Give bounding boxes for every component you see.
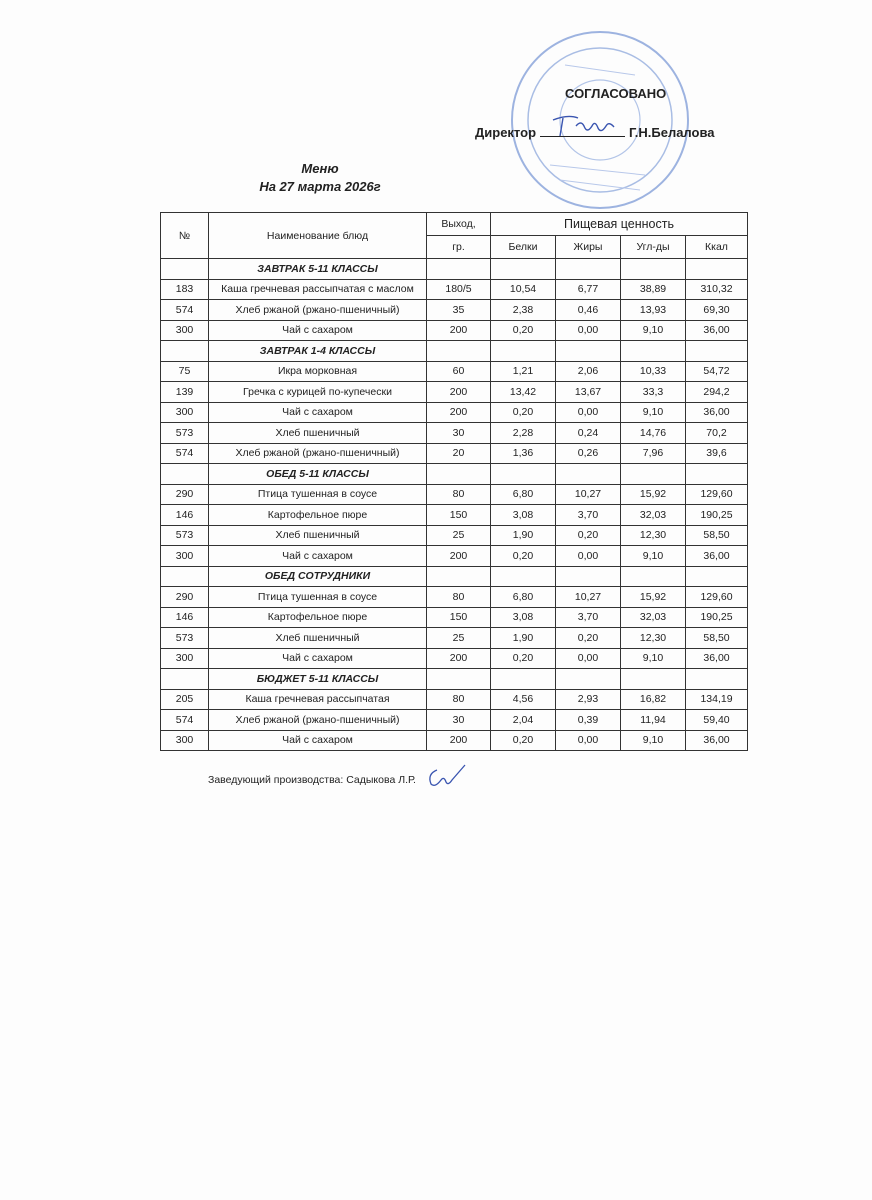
cell-protein: 10,54 bbox=[491, 279, 556, 300]
table-row bbox=[161, 648, 748, 669]
cell-fat: 6,77 bbox=[556, 279, 621, 300]
cell-yield: 80 bbox=[427, 587, 491, 608]
cell-protein: 1,90 bbox=[491, 628, 556, 649]
cell-yield: 35 bbox=[427, 300, 491, 321]
header-protein: Белки bbox=[491, 236, 556, 259]
cell-protein: 1,21 bbox=[491, 361, 556, 382]
menu-title bbox=[220, 160, 420, 196]
empty-cell bbox=[556, 341, 621, 362]
cell-name: Хлеб пшеничный bbox=[209, 423, 427, 444]
cell-name: Чай с сахаром bbox=[209, 402, 427, 423]
section-title: ЗАВТРАК 5-11 КЛАССЫ bbox=[209, 259, 427, 280]
empty-cell bbox=[556, 259, 621, 280]
empty-cell bbox=[491, 669, 556, 690]
empty-cell bbox=[427, 341, 491, 362]
cell-protein: 13,42 bbox=[491, 382, 556, 403]
table-row bbox=[161, 382, 748, 403]
footer-signature-line: Заведующий производства: Садыкова Л.Р. bbox=[208, 774, 416, 786]
empty-cell bbox=[491, 464, 556, 485]
cell-fat: 13,67 bbox=[556, 382, 621, 403]
cell-carbs: 15,92 bbox=[621, 587, 686, 608]
empty-cell bbox=[427, 464, 491, 485]
table-row bbox=[161, 361, 748, 382]
table-row bbox=[161, 505, 748, 526]
cell-fat: 10,27 bbox=[556, 484, 621, 505]
empty-cell bbox=[161, 464, 209, 485]
cell-num: 290 bbox=[161, 587, 209, 608]
cell-yield: 150 bbox=[427, 505, 491, 526]
table-row bbox=[161, 320, 748, 341]
cell-fat: 0,24 bbox=[556, 423, 621, 444]
cell-yield: 200 bbox=[427, 320, 491, 341]
cell-carbs: 12,30 bbox=[621, 525, 686, 546]
cell-fat: 2,06 bbox=[556, 361, 621, 382]
header-num: № bbox=[161, 213, 209, 259]
cell-kcal: 36,00 bbox=[686, 648, 748, 669]
header-fat: Жиры bbox=[556, 236, 621, 259]
cell-num: 573 bbox=[161, 423, 209, 444]
cell-num: 300 bbox=[161, 648, 209, 669]
cell-yield: 180/5 bbox=[427, 279, 491, 300]
cell-name: Каша гречневая рассыпчатая bbox=[209, 689, 427, 710]
cell-num: 573 bbox=[161, 525, 209, 546]
cell-fat: 3,70 bbox=[556, 607, 621, 628]
cell-kcal: 190,25 bbox=[686, 505, 748, 526]
cell-num: 573 bbox=[161, 628, 209, 649]
cell-carbs: 9,10 bbox=[621, 730, 686, 751]
empty-cell bbox=[621, 669, 686, 690]
header-kcal: Ккал bbox=[686, 236, 748, 259]
cell-protein: 6,80 bbox=[491, 587, 556, 608]
cell-num: 300 bbox=[161, 730, 209, 751]
empty-cell bbox=[621, 341, 686, 362]
cell-num: 574 bbox=[161, 710, 209, 731]
cell-name: Птица тушенная в соусе bbox=[209, 587, 427, 608]
cell-num: 300 bbox=[161, 546, 209, 567]
cell-yield: 200 bbox=[427, 546, 491, 567]
cell-name: Каша гречневая рассыпчатая с маслом bbox=[209, 279, 427, 300]
cell-yield: 60 bbox=[427, 361, 491, 382]
cell-yield: 30 bbox=[427, 423, 491, 444]
empty-cell bbox=[621, 259, 686, 280]
cell-kcal: 58,50 bbox=[686, 525, 748, 546]
cell-fat: 0,26 bbox=[556, 443, 621, 464]
header-carbs: Угл-ды bbox=[621, 236, 686, 259]
cell-name: Чай с сахаром bbox=[209, 730, 427, 751]
empty-cell bbox=[161, 259, 209, 280]
cell-num: 290 bbox=[161, 484, 209, 505]
table-row bbox=[161, 546, 748, 567]
cell-yield: 200 bbox=[427, 402, 491, 423]
cell-protein: 1,36 bbox=[491, 443, 556, 464]
table-row bbox=[161, 587, 748, 608]
cell-kcal: 294,2 bbox=[686, 382, 748, 403]
table-row bbox=[161, 525, 748, 546]
empty-cell bbox=[621, 464, 686, 485]
empty-cell bbox=[427, 259, 491, 280]
cell-carbs: 38,89 bbox=[621, 279, 686, 300]
empty-cell bbox=[491, 341, 556, 362]
cell-kcal: 36,00 bbox=[686, 320, 748, 341]
cell-name: Хлеб пшеничный bbox=[209, 628, 427, 649]
section-row bbox=[161, 259, 748, 280]
empty-cell bbox=[621, 566, 686, 587]
cell-kcal: 310,32 bbox=[686, 279, 748, 300]
cell-name: Хлеб пшеничный bbox=[209, 525, 427, 546]
empty-cell bbox=[491, 566, 556, 587]
cell-carbs: 7,96 bbox=[621, 443, 686, 464]
cell-name: Чай с сахаром bbox=[209, 648, 427, 669]
empty-cell bbox=[556, 464, 621, 485]
cell-fat: 2,93 bbox=[556, 689, 621, 710]
table-row bbox=[161, 689, 748, 710]
section-title: ОБЕД 5-11 КЛАССЫ bbox=[209, 464, 427, 485]
cell-protein: 3,08 bbox=[491, 505, 556, 526]
cell-num: 146 bbox=[161, 505, 209, 526]
empty-cell bbox=[161, 669, 209, 690]
cell-name: Хлеб ржаной (ржано-пшеничный) bbox=[209, 443, 427, 464]
cell-name: Икра морковная bbox=[209, 361, 427, 382]
cell-protein: 2,04 bbox=[491, 710, 556, 731]
cell-kcal: 129,60 bbox=[686, 587, 748, 608]
cell-yield: 25 bbox=[427, 525, 491, 546]
cell-yield: 200 bbox=[427, 648, 491, 669]
section-row bbox=[161, 341, 748, 362]
section-row bbox=[161, 566, 748, 587]
approval-heading: СОГЛАСОВАНО bbox=[565, 86, 667, 101]
table-row bbox=[161, 402, 748, 423]
table-row bbox=[161, 423, 748, 444]
table-row bbox=[161, 730, 748, 751]
cell-protein: 0,20 bbox=[491, 546, 556, 567]
cell-fat: 0,39 bbox=[556, 710, 621, 731]
cell-fat: 0,00 bbox=[556, 730, 621, 751]
cell-name: Птица тушенная в соусе bbox=[209, 484, 427, 505]
cell-protein: 0,20 bbox=[491, 402, 556, 423]
header-name: Наименование блюд bbox=[209, 213, 427, 259]
empty-cell bbox=[556, 669, 621, 690]
cell-protein: 2,28 bbox=[491, 423, 556, 444]
table-row bbox=[161, 628, 748, 649]
cell-protein: 1,90 bbox=[491, 525, 556, 546]
cell-fat: 0,00 bbox=[556, 320, 621, 341]
cell-kcal: 39,6 bbox=[686, 443, 748, 464]
cell-protein: 0,20 bbox=[491, 730, 556, 751]
title-line: Меню bbox=[301, 161, 339, 176]
table-row bbox=[161, 710, 748, 731]
cell-num: 139 bbox=[161, 382, 209, 403]
empty-cell bbox=[427, 566, 491, 587]
header-yield: Выход, bbox=[427, 213, 491, 236]
cell-kcal: 54,72 bbox=[686, 361, 748, 382]
cell-protein: 0,20 bbox=[491, 320, 556, 341]
cell-num: 574 bbox=[161, 443, 209, 464]
cell-yield: 200 bbox=[427, 730, 491, 751]
cell-carbs: 14,76 bbox=[621, 423, 686, 444]
empty-cell bbox=[686, 566, 748, 587]
cell-kcal: 58,50 bbox=[686, 628, 748, 649]
section-row bbox=[161, 464, 748, 485]
section-title: ОБЕД СОТРУДНИКИ bbox=[209, 566, 427, 587]
production-head-signature bbox=[425, 762, 470, 792]
menu-table bbox=[160, 212, 748, 751]
cell-name: Чай с сахаром bbox=[209, 320, 427, 341]
cell-name: Чай с сахаром bbox=[209, 546, 427, 567]
empty-cell bbox=[686, 669, 748, 690]
cell-protein: 2,38 bbox=[491, 300, 556, 321]
cell-fat: 0,00 bbox=[556, 402, 621, 423]
empty-cell bbox=[686, 341, 748, 362]
cell-num: 300 bbox=[161, 402, 209, 423]
table-row bbox=[161, 607, 748, 628]
cell-kcal: 36,00 bbox=[686, 546, 748, 567]
director-signature bbox=[548, 112, 618, 140]
cell-fat: 3,70 bbox=[556, 505, 621, 526]
cell-yield: 150 bbox=[427, 607, 491, 628]
cell-fat: 0,00 bbox=[556, 648, 621, 669]
cell-fat: 0,20 bbox=[556, 525, 621, 546]
cell-name: Картофельное пюре bbox=[209, 505, 427, 526]
empty-cell bbox=[686, 464, 748, 485]
cell-carbs: 9,10 bbox=[621, 546, 686, 567]
cell-kcal: 129,60 bbox=[686, 484, 748, 505]
cell-num: 183 bbox=[161, 279, 209, 300]
empty-cell bbox=[161, 341, 209, 362]
table-row bbox=[161, 300, 748, 321]
cell-name: Гречка с курицей по-купечески bbox=[209, 382, 427, 403]
header-nutrition: Пищевая ценность bbox=[491, 213, 748, 236]
empty-cell bbox=[491, 259, 556, 280]
cell-kcal: 70,2 bbox=[686, 423, 748, 444]
cell-yield: 20 bbox=[427, 443, 491, 464]
table-row bbox=[161, 279, 748, 300]
cell-carbs: 12,30 bbox=[621, 628, 686, 649]
cell-fat: 10,27 bbox=[556, 587, 621, 608]
empty-cell bbox=[686, 259, 748, 280]
cell-protein: 4,56 bbox=[491, 689, 556, 710]
cell-carbs: 15,92 bbox=[621, 484, 686, 505]
date-line: На 27 марта 2026г bbox=[259, 179, 381, 194]
cell-kcal: 134,19 bbox=[686, 689, 748, 710]
cell-yield: 80 bbox=[427, 484, 491, 505]
cell-kcal: 36,00 bbox=[686, 730, 748, 751]
cell-protein: 3,08 bbox=[491, 607, 556, 628]
cell-protein: 6,80 bbox=[491, 484, 556, 505]
cell-num: 300 bbox=[161, 320, 209, 341]
table-row bbox=[161, 484, 748, 505]
cell-carbs: 32,03 bbox=[621, 607, 686, 628]
cell-name: Хлеб ржаной (ржано-пшеничный) bbox=[209, 300, 427, 321]
cell-carbs: 11,94 bbox=[621, 710, 686, 731]
section-title: БЮДЖЕТ 5-11 КЛАССЫ bbox=[209, 669, 427, 690]
cell-carbs: 9,10 bbox=[621, 402, 686, 423]
header-yield-unit: гр. bbox=[427, 236, 491, 259]
director-label: Директор bbox=[475, 125, 537, 140]
cell-num: 146 bbox=[161, 607, 209, 628]
director-name: Г.Н.Белалова bbox=[629, 125, 715, 140]
cell-kcal: 36,00 bbox=[686, 402, 748, 423]
cell-yield: 30 bbox=[427, 710, 491, 731]
cell-fat: 0,20 bbox=[556, 628, 621, 649]
cell-kcal: 190,25 bbox=[686, 607, 748, 628]
cell-yield: 200 bbox=[427, 382, 491, 403]
cell-kcal: 59,40 bbox=[686, 710, 748, 731]
section-row bbox=[161, 669, 748, 690]
cell-carbs: 9,10 bbox=[621, 320, 686, 341]
cell-carbs: 16,82 bbox=[621, 689, 686, 710]
cell-protein: 0,20 bbox=[491, 648, 556, 669]
section-title: ЗАВТРАК 1-4 КЛАССЫ bbox=[209, 341, 427, 362]
cell-yield: 25 bbox=[427, 628, 491, 649]
cell-carbs: 10,33 bbox=[621, 361, 686, 382]
cell-carbs: 33,3 bbox=[621, 382, 686, 403]
cell-name: Картофельное пюре bbox=[209, 607, 427, 628]
cell-carbs: 13,93 bbox=[621, 300, 686, 321]
cell-num: 574 bbox=[161, 300, 209, 321]
empty-cell bbox=[161, 566, 209, 587]
cell-num: 205 bbox=[161, 689, 209, 710]
cell-fat: 0,46 bbox=[556, 300, 621, 321]
cell-carbs: 32,03 bbox=[621, 505, 686, 526]
cell-kcal: 69,30 bbox=[686, 300, 748, 321]
table-row bbox=[161, 443, 748, 464]
cell-carbs: 9,10 bbox=[621, 648, 686, 669]
cell-yield: 80 bbox=[427, 689, 491, 710]
cell-num: 75 bbox=[161, 361, 209, 382]
empty-cell bbox=[427, 669, 491, 690]
cell-fat: 0,00 bbox=[556, 546, 621, 567]
cell-name: Хлеб ржаной (ржано-пшеничный) bbox=[209, 710, 427, 731]
empty-cell bbox=[556, 566, 621, 587]
